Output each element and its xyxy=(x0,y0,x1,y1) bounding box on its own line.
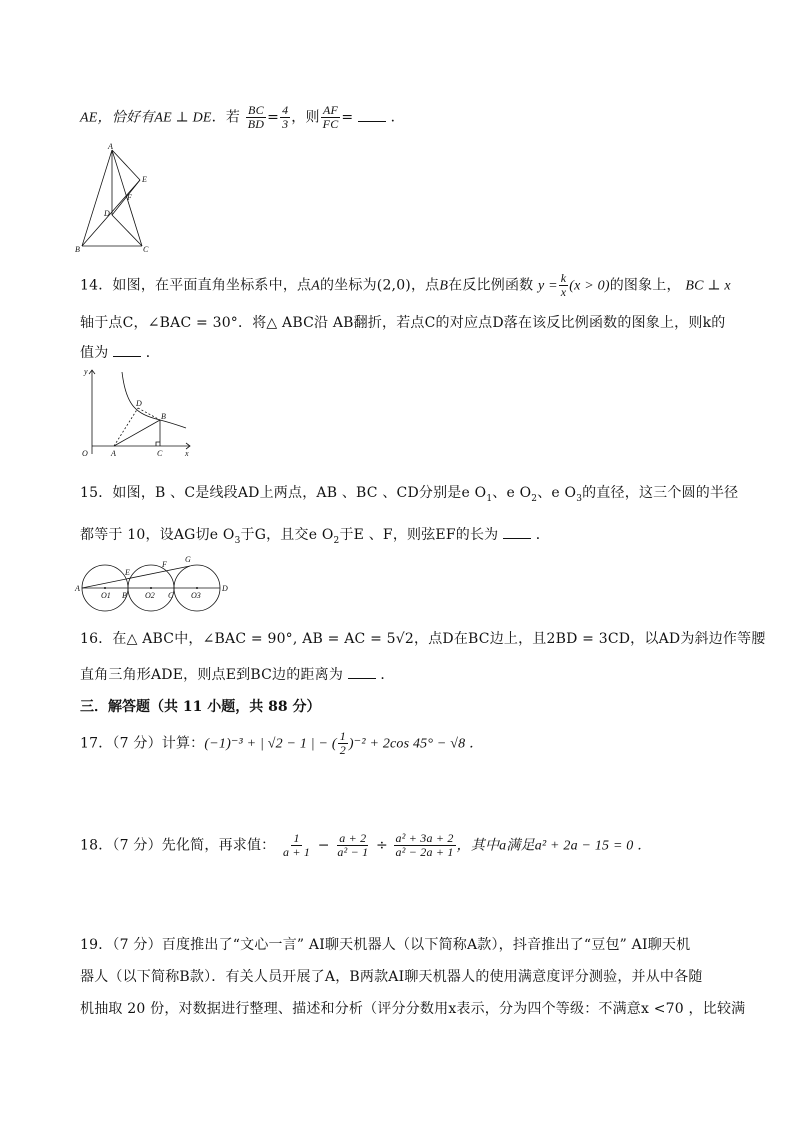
q18-line xyxy=(80,832,651,859)
q17-line xyxy=(80,730,483,757)
q14-label-o: O xyxy=(82,449,88,458)
q13-label-f: F xyxy=(127,193,132,202)
q14-line1 xyxy=(80,272,731,299)
q13-label-a: A xyxy=(108,142,113,151)
q15-label-o2: O2 xyxy=(145,591,155,600)
q15-line2-a: 都等于 10，设AG切e O xyxy=(80,527,235,543)
q14-line3-end: ． xyxy=(145,345,160,361)
q17-half: $\frac{1}{2}$ xyxy=(339,729,346,757)
q15-sub3b: 3 xyxy=(234,535,241,546)
q15-figure xyxy=(74,556,230,612)
q14-line2: 轴于点C，∠BAC = 30°．将△ ABC沿 AB翻折，若点C的对应点D落在该反比例函数的图象上，则k的 xyxy=(80,315,726,331)
q15-line1 xyxy=(80,482,738,504)
q19-line3: 机抽取 20 份，对数据进行整理、描述和分析（评分分数用x表示，分为四个等级：不满意x <70 ，比较满 xyxy=(80,1001,746,1017)
q16-line2-end: ． xyxy=(380,667,395,683)
q18-frac1: $\frac{1}{a + 1}$ xyxy=(283,831,311,859)
q13-frac2: $\frac{4}{3}$ xyxy=(282,103,289,131)
q13-text-d: ，则 xyxy=(291,109,320,126)
q13-frac1: $\frac{BC}{BD}$ xyxy=(247,103,265,131)
q14-answer-blank[interactable] xyxy=(113,346,141,357)
q15-sub2: 2 xyxy=(531,493,538,504)
section-3-heading: 三．解答题（共 11 小题，共 88 分） xyxy=(80,699,321,715)
q13-label-c: C xyxy=(143,245,149,254)
q13-text-b: AE ⊥ DE xyxy=(154,110,212,126)
q15-label-a: A xyxy=(75,584,80,593)
q14-label-d: D xyxy=(136,399,142,408)
q13-text-c: ．若 xyxy=(211,109,241,126)
q14-label-x: x xyxy=(185,449,189,458)
q15-line2-end: ． xyxy=(535,527,550,543)
q15-label-o3: O3 xyxy=(191,591,201,600)
q19-line1: 19．（7 分）百度推出了“文心一言” AI聊天机器人（以下简称A款），抖音推出了“豆包” AI聊天机 xyxy=(80,937,691,953)
q14-line3-text: 值为 xyxy=(80,345,109,361)
q18-text: 18．（7 分）先化简，再求值： xyxy=(80,837,276,854)
q15-line1-b: 、e O xyxy=(492,485,532,501)
q15-line1-a: 15．如图，B 、C是线段AD上两点，AB 、BC 、CD分别是e O xyxy=(80,485,487,501)
q18-div: ÷ xyxy=(375,837,388,854)
q13-eq1: = xyxy=(267,109,280,126)
q17-expr: (−1)⁻³ + | √2 − 1 | − ( xyxy=(204,736,337,752)
q14-line3 xyxy=(80,342,160,362)
q15-label-g: G xyxy=(185,556,191,564)
q14-line1-f: 的图象上， xyxy=(609,277,681,294)
q13-eq2: = xyxy=(341,109,354,126)
q15-line2 xyxy=(80,524,550,546)
q15-line2-c: 于E 、F，则弦EF的长为 xyxy=(339,527,499,543)
q15-label-o1: O1 xyxy=(101,591,111,600)
q14-point-a: A xyxy=(311,278,320,294)
q15-sub1: 1 xyxy=(486,493,493,504)
q14-line1-e: 在反比例函数 xyxy=(448,277,534,294)
q13-label-d: D xyxy=(104,209,110,218)
q17-text: 17．（7 分）计算： xyxy=(80,735,205,752)
q18-minus: − xyxy=(317,837,330,854)
q15-label-c: C xyxy=(168,591,174,600)
q16-line1: 16．在△ ABC中，∠BAC = 90°, AB = AC = 5√2，点D在BC边上，且2BD = 3CD，以AD为斜边作等腰 xyxy=(80,631,766,647)
q13-text-a: AE，恰好有 xyxy=(80,110,155,126)
q14-point-b: B xyxy=(439,278,449,294)
q15-answer-blank[interactable] xyxy=(503,528,531,539)
q15-line2-b: 于G，且交e O xyxy=(240,527,334,543)
q13-answer-blank[interactable] xyxy=(358,111,386,122)
q13-figure xyxy=(72,142,158,256)
q19-line2: 器人（以下简称B款）．有关人员开展了A，B两款AI聊天机器人的使用满意度评分测验，并从中各随 xyxy=(80,969,703,985)
q15-label-d: D xyxy=(222,584,228,593)
q17-expr2: )⁻² + 2cos 45° − √8 ． xyxy=(348,736,484,752)
q14-func-right: (x > 0) xyxy=(569,278,610,294)
q14-label-c: C xyxy=(157,449,163,458)
q15-line1-c: 、e O xyxy=(537,485,577,501)
q13-label-b: B xyxy=(75,245,80,254)
q15-sub3: 3 xyxy=(576,493,583,504)
q15-sub2b: 2 xyxy=(333,535,340,546)
q18-frac3: $\frac{\text{a² + 3a + 2}}{\text{a² − 2a + 1}}$ xyxy=(395,831,454,859)
q16-line2-text: 直角三角形ADE，则点E到BC边的距离为 xyxy=(80,667,344,683)
q15-label-f: F xyxy=(162,560,167,569)
q14-label-a: A xyxy=(111,449,116,458)
q14-func-left: y = xyxy=(538,278,558,294)
q13-frac3: $\frac{AF}{FC}$ xyxy=(322,103,339,131)
q18-frac2: $\frac{a + 2}{\text{a² − 1}}$ xyxy=(337,831,369,859)
q15-label-e: E xyxy=(125,568,130,577)
q18-tail: ，其中a满足a² + 2a − 15 = 0 ． xyxy=(456,838,652,854)
q16-line2 xyxy=(80,664,395,684)
q14-label-b: B xyxy=(161,412,166,421)
q14-line1-c: 的坐标为(2,0)，点 xyxy=(319,277,440,294)
q13-text-e: ． xyxy=(390,109,405,126)
q14-func-frac: $\frac{k}{x}$ xyxy=(560,271,567,299)
q14-label-y: y xyxy=(84,367,88,376)
q13-text xyxy=(80,104,405,131)
q14-line1-g: BC ⊥ x xyxy=(685,278,731,294)
q14-line1-a: 14．如图，在平面直角坐标系中，点 xyxy=(80,277,312,294)
q13-label-e: E xyxy=(142,175,147,184)
q16-answer-blank[interactable] xyxy=(348,668,376,679)
q15-label-b: B xyxy=(122,591,127,600)
q14-figure xyxy=(78,366,194,462)
q15-line1-end: 的直径，这三个圆的半径 xyxy=(582,485,739,501)
